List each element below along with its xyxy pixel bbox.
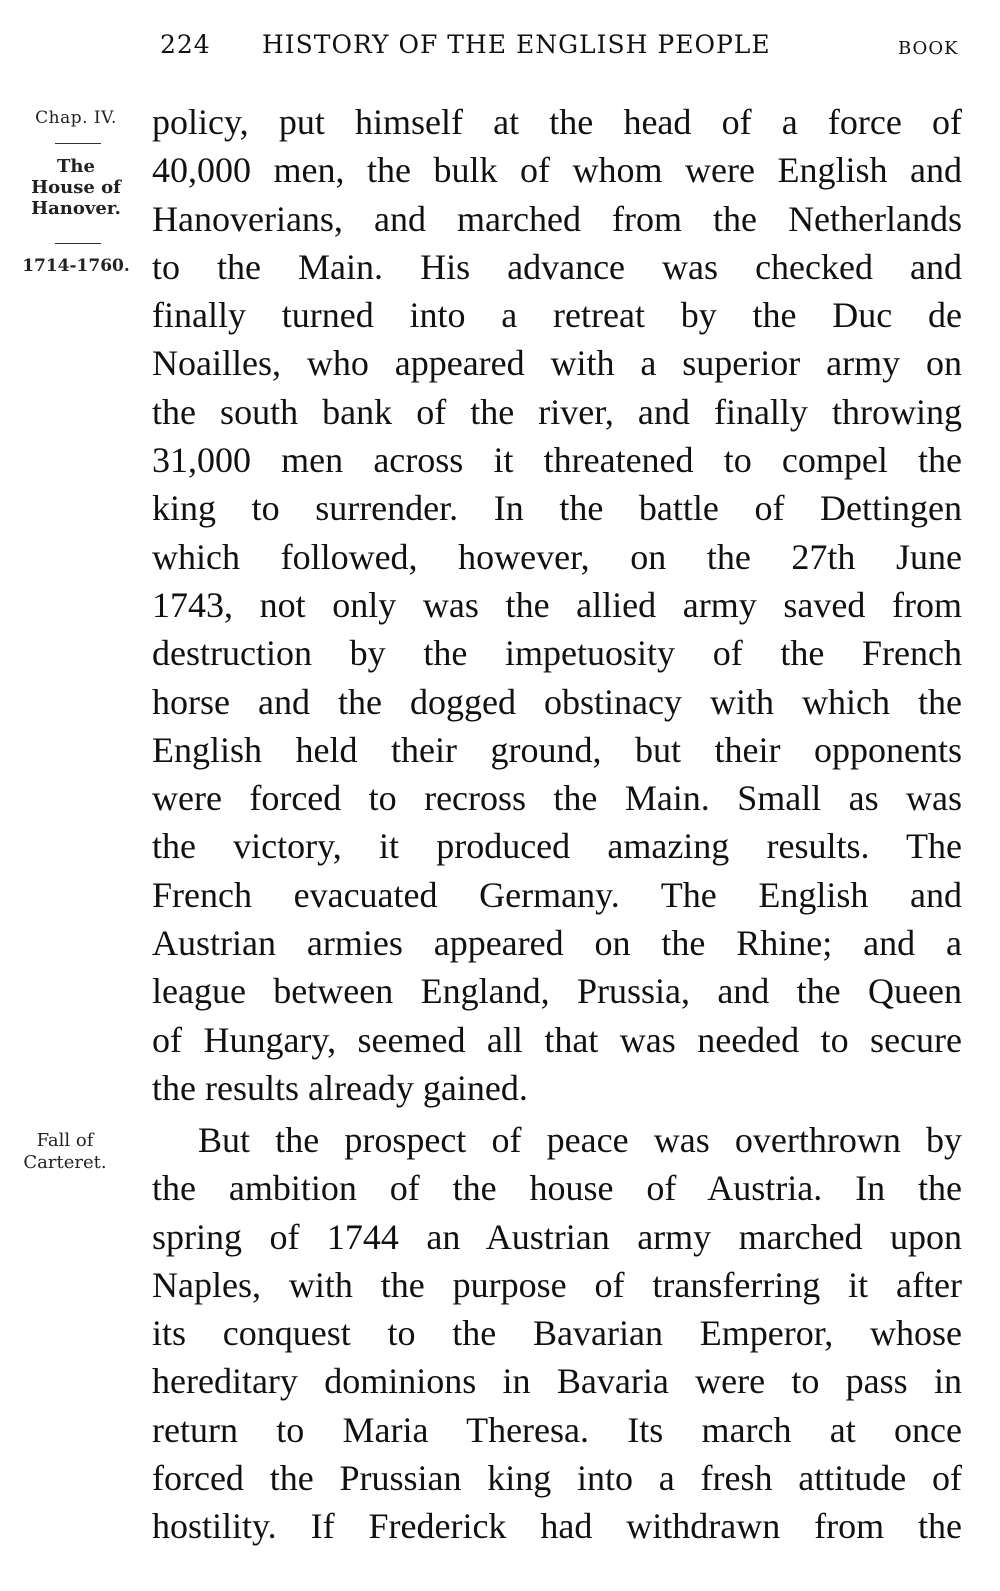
text-line: hereditary dominions in Bavaria were to pass in: [152, 1361, 962, 1402]
margin-note-line: Carteret.: [23, 1152, 107, 1173]
text-line: return to Maria Theresa. Its march at once: [152, 1409, 962, 1450]
text-line: were forced to recross the Main. Small as was: [152, 778, 962, 819]
text-line: hostility. If Frederick had withdrawn from the: [152, 1506, 962, 1547]
text-line: spring of 1744 an Austrian army marched upon: [152, 1216, 962, 1257]
text-line: But the prospect of peace was overthrown by: [198, 1120, 962, 1160]
text-line: Hanoverians, and marched from the Netherlands: [152, 198, 962, 239]
paragraph-dettingen: [152, 98, 962, 1112]
text-line: Noailles, who appeared with a superior army on: [152, 343, 962, 384]
text-line: king to surrender. In the battle of Dettingen: [152, 488, 962, 529]
running-title: HISTORY OF THE ENGLISH PEOPLE: [262, 30, 771, 59]
text-line: English held their ground, but their opponents: [152, 729, 962, 770]
text-line: 31,000 men across it threatened to compel the: [152, 440, 962, 481]
text-line: which followed, however, on the 27th June: [152, 536, 962, 577]
page-number: 224: [160, 30, 211, 59]
margin-note-fall-of-carteret: [15, 1130, 115, 1174]
text-line: horse and the dogged obstinacy with which the: [152, 681, 962, 722]
text-line: destruction by the impetuosity of the French: [152, 633, 962, 674]
paragraph-austria: [152, 1116, 962, 1551]
text-line: league between England, Prussia, and the Queen: [152, 971, 962, 1012]
running-book-label: BOOK: [898, 38, 959, 59]
margin-rule: [55, 143, 101, 144]
text-line: of Hungary, seemed all that was needed to secure: [152, 1019, 962, 1060]
text-line: the victory, it produced amazing results. The: [152, 826, 962, 867]
margin-chapter-label: Chap. IV.: [35, 108, 117, 128]
text-line: finally turned into a retreat by the Duc de: [152, 295, 962, 336]
text-line: Austrian armies appeared on the Rhine; and a: [152, 923, 962, 964]
running-head: [0, 22, 1000, 62]
text-line: French evacuated Germany. The English and: [152, 874, 962, 915]
text-line: Naples, with the purpose of transferring it after: [152, 1264, 962, 1305]
margin-years-label: 1714-1760.: [22, 256, 130, 276]
text-line: the south bank of the river, and finally throwing: [152, 391, 962, 432]
text-line: the ambition of the house of Austria. In the: [152, 1168, 962, 1209]
text-line: the results already gained.: [152, 1067, 528, 1108]
margin-section-line: House of: [31, 177, 121, 198]
margin-section-line: The: [57, 156, 95, 177]
margin-section-title: [14, 156, 138, 219]
text-line: forced the Prussian king into a fresh attitude of: [152, 1458, 962, 1499]
text-line: its conquest to the Bavarian Emperor, whose: [152, 1313, 962, 1354]
margin-rule: [55, 243, 101, 244]
text-line: policy, put himself at the head of a force of: [152, 102, 962, 142]
text-line: to the Main. His advance was checked and: [152, 246, 962, 287]
margin-section-line: Hanover.: [31, 198, 121, 219]
text-line: 40,000 men, the bulk of whom were English and: [152, 150, 962, 191]
margin-note-line: Fall of: [36, 1130, 94, 1151]
text-line: 1743, not only was the allied army saved from: [152, 584, 962, 625]
